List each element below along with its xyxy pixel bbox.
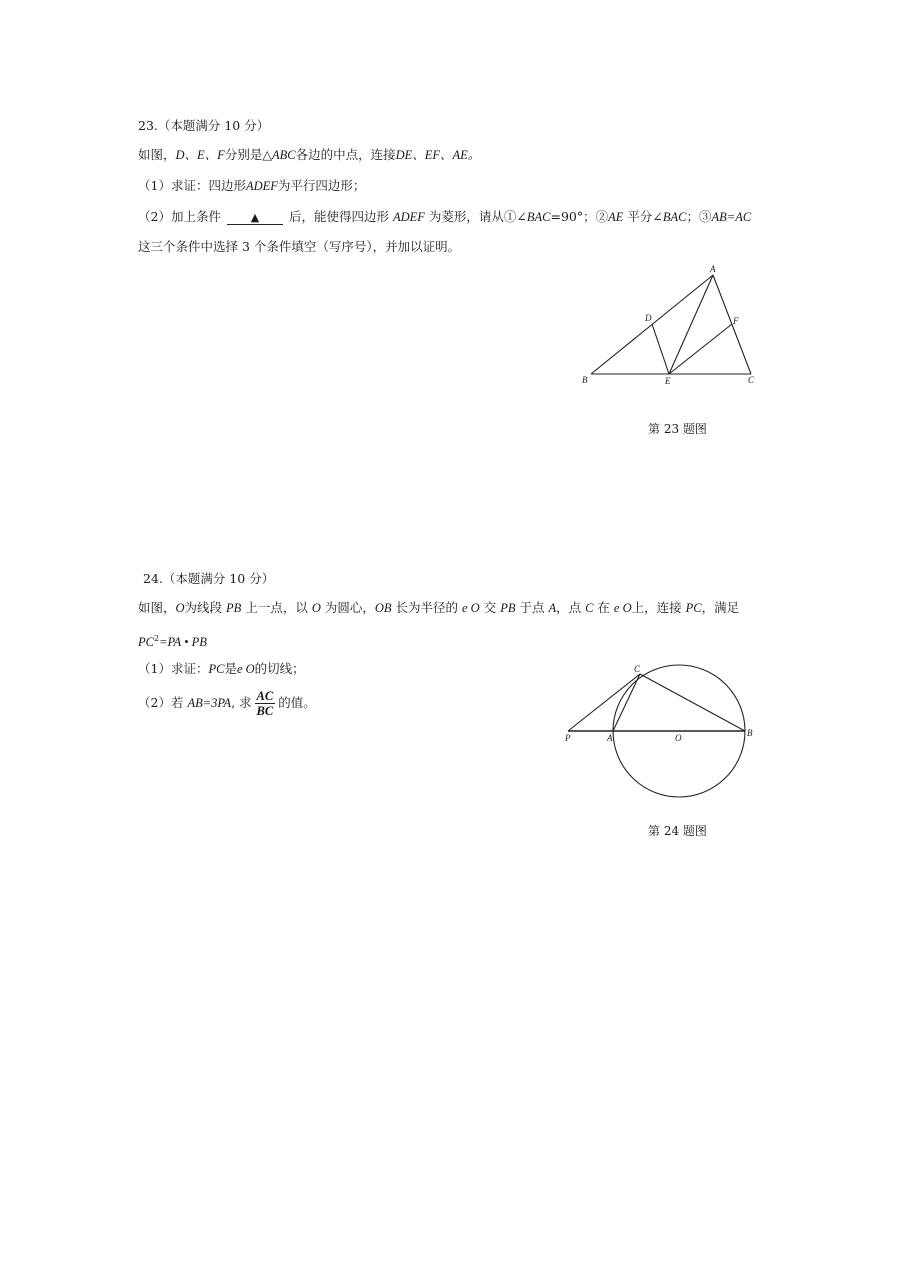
q23-intro-text-b: 分别是△ (224, 147, 272, 162)
q24-label-o: O (675, 733, 682, 743)
q23-intro-segments: DE、EF、AE。 (395, 148, 481, 162)
q24-intro-text-b: 为线段 (184, 600, 223, 615)
q24-intro-text-c: 上一点，以 (245, 600, 308, 615)
q23-figure (575, 260, 765, 390)
q24-header: 24.（本题满分 10 分） (143, 571, 275, 586)
q24-intro-text-e: 长为半径的 (395, 600, 459, 615)
q23-segment-ae (669, 275, 713, 374)
q23-intro (138, 147, 480, 163)
q24-relation (138, 631, 207, 650)
q23-label-c: C (748, 375, 755, 385)
q24-intro-o2: O (311, 601, 321, 615)
q23-part1-text-b: 为平行四边形； (277, 178, 366, 193)
q24-figure (560, 655, 765, 810)
q24-part1-text-a: （1）求证： (138, 661, 209, 676)
q23-cond3: AB=AC (711, 210, 752, 224)
q24-label-b: B (747, 728, 753, 738)
q24-part1-text-b: 是 (224, 661, 237, 676)
q24-caption: 第 24 题图 (648, 824, 707, 838)
q24-intro-text-f: 交 (483, 600, 497, 615)
q23-part1 (138, 178, 365, 194)
q23-part2 (138, 209, 751, 225)
q24-label-p: P (565, 733, 571, 743)
q23-intro-text-c: 各边的中点，连接 (295, 147, 396, 162)
q23-part2-text-f: ；③ (686, 209, 712, 224)
q24-intro-o1: O (175, 601, 185, 615)
q24-segment-pc (568, 674, 640, 731)
q23-cond2a: AE (608, 210, 624, 224)
q23-segment-ef (669, 324, 732, 374)
q23-label-b: B (582, 375, 588, 385)
q24-label-a: A (607, 733, 613, 743)
q23-part2-text-d: =90°；② (550, 209, 609, 224)
q23-label-f: F (733, 316, 739, 326)
q24-relation-pc: PC (138, 635, 154, 650)
q23-label-e: E (665, 376, 671, 386)
q24-intro-pb: PB (226, 601, 242, 615)
q23-part1-text-a: （1）求证：四边形 (138, 178, 246, 193)
q24-fraction-denominator: BC (256, 704, 274, 718)
q23-segment-de (652, 324, 669, 374)
q24-part2-text-b: , 求 (231, 695, 252, 710)
q24-intro (138, 600, 739, 616)
q24-part2-condition: AB=3PA (187, 696, 232, 710)
q24-label-c: C (634, 664, 641, 674)
q24-intro-point-c: C (585, 601, 594, 615)
q24-part2-text-a: （2）若 (138, 695, 184, 710)
q24-part1 (138, 661, 305, 677)
q24-segment-cb (640, 674, 745, 731)
q23-intro-points: D、E、F (175, 148, 225, 162)
q23-caption: 第 23 题图 (648, 422, 707, 436)
q23-part2-line2: 这三个条件中选择 3 个条件填空（写序号），并加以证明。 (138, 239, 461, 254)
q23-cond2b: BAC (662, 210, 687, 224)
q23-part2-text-b: 后，能使得四边形 (288, 209, 389, 224)
q24-relation-exponent: 2 (153, 634, 160, 643)
q24-intro-circle1: e O (462, 601, 480, 615)
q24-intro-pb2: PB (500, 601, 516, 615)
q24-intro-text-j: 上，连接 (631, 600, 682, 615)
q24-part1-pc: PC (208, 662, 225, 676)
q24-fraction (255, 689, 276, 718)
q24-intro-text-d: 为圆心， (324, 600, 375, 615)
q23-part2-text-e: 平分∠ (627, 209, 663, 224)
q23-label-a: A (710, 264, 716, 274)
q23-part2-text-c: 为菱形，请从①∠ (428, 209, 527, 224)
q23-intro-triangle: ABC (271, 148, 296, 162)
q23-cond1: BAC (526, 210, 551, 224)
q24-part1-text-c: 的切线； (254, 661, 305, 676)
q23-intro-text-a: 如图， (138, 147, 176, 162)
q24-intro-ob: OB (374, 601, 392, 615)
q24-part1-circle: e O (236, 662, 255, 676)
q24-intro-circle2: e O (613, 601, 632, 615)
q24-intro-text-a: 如图， (138, 600, 176, 615)
q23-part1-quad: ADEF (245, 179, 278, 193)
q24-intro-point-a: A (548, 601, 557, 615)
q23-part2-quad: ADEF (392, 210, 425, 224)
q23-answer-blank[interactable]: ▲ (227, 211, 283, 225)
q23-label-d: D (645, 313, 652, 323)
q24-part2-text-c: 的值。 (278, 695, 316, 710)
q24-intro-text-h: ，点 (556, 600, 582, 615)
q23-header: 23.（本题满分 10 分） (138, 118, 270, 133)
q24-intro-text-i: 在 (597, 600, 610, 615)
q24-part2 (138, 688, 316, 718)
q24-intro-segment-pc: PC (685, 601, 702, 615)
q24-fraction-numerator: AC (256, 689, 274, 703)
q24-relation-rest: =PA • PB (159, 635, 207, 650)
q24-segment-ca (613, 674, 640, 731)
q24-intro-text-k: ，满足 (701, 600, 740, 615)
q24-intro-text-g: 于点 (519, 600, 545, 615)
q23-part2-text-a: （2）加上条件 (138, 209, 221, 224)
